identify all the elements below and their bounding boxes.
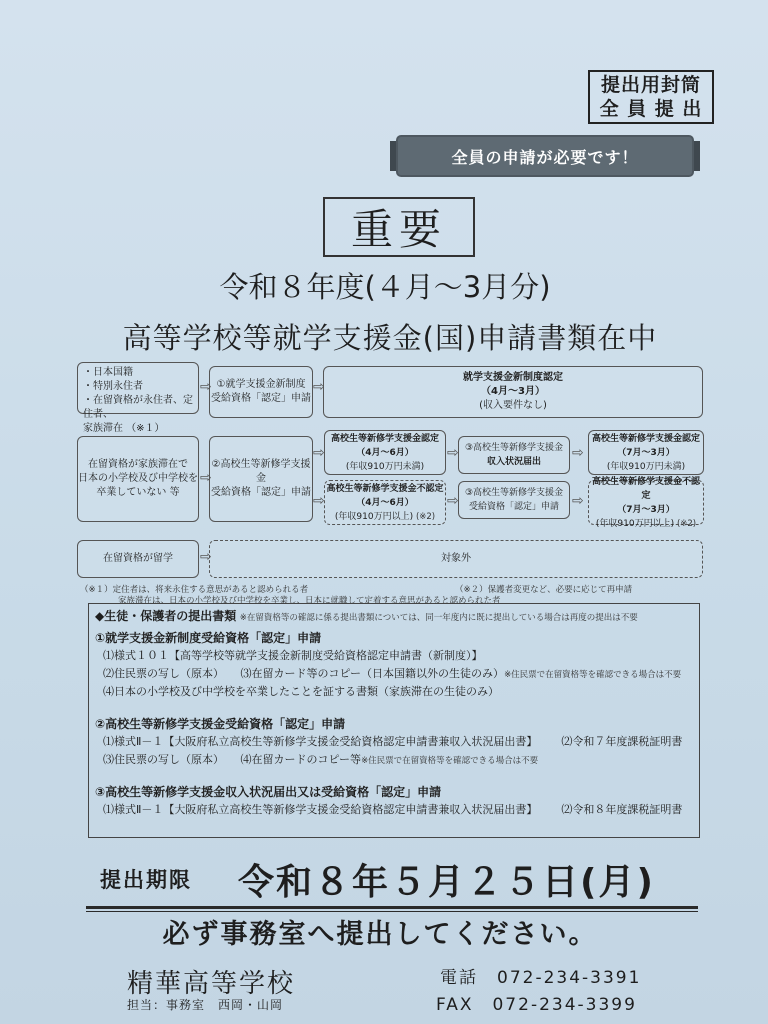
required-documents-box — [88, 603, 700, 838]
eligibility-line: 在留資格が留学 — [103, 553, 173, 564]
docs-header: ◆生徒・保護者の提出書類 — [95, 609, 237, 623]
section1-title: ①就学支援金新制度受給資格「認定」申請 — [95, 631, 322, 645]
result-b-certified — [588, 430, 704, 475]
result-new-system-certified — [323, 366, 703, 418]
arrow-right-icon: ⇨ — [447, 493, 459, 509]
result-line: （4月～6月） — [356, 497, 414, 508]
section3-item-text: ⑴様式Ⅱ－１【大阪府私立高校生等新修学支援金受給資格認定申請書兼収入状況届出書】 — [103, 803, 538, 816]
income-condition: (年収910万円以上) — [595, 518, 675, 529]
result-b-not-certified — [588, 476, 704, 529]
step-line: 受給資格「認定」申請 — [211, 393, 311, 404]
eligibility-line: ・在留資格が永住者、定住者、 — [83, 395, 193, 420]
arrow-right-icon: ⇨ — [313, 445, 325, 461]
arrow-right-icon: ⇨ — [447, 445, 459, 461]
step3-support-application — [458, 481, 570, 519]
step-line: ③高校生等新修学支援金 — [464, 488, 564, 498]
step-line: 収入状況届出 — [486, 457, 541, 467]
result-line — [335, 510, 435, 524]
eligibility-line: ・日本国籍 — [83, 367, 133, 378]
eligibility-line: ・特別永住者 — [83, 381, 143, 392]
section2-title: ②高校生等新修学支援金受給資格「認定」申請 — [95, 717, 346, 731]
arrow-right-icon: ⇨ — [572, 493, 584, 509]
eligibility-line: 卒業していない 等 — [96, 487, 180, 498]
result-line — [596, 517, 696, 531]
document-title: 高等学校等就学支援金(国)申請書類在中 — [122, 321, 658, 355]
deadline-label: 提出期限 — [100, 868, 192, 892]
phone-number: 電話 072-234-3391 — [440, 968, 642, 988]
step3-income-report — [458, 436, 570, 474]
important-heading: 重要 — [323, 197, 475, 257]
result-line: （7月～3月） — [617, 447, 675, 458]
footnote-1b: 家族滞在は、日本の小学校及び中学校を卒業し、日本に就職して定着する意思があると認められた者 — [118, 596, 501, 606]
result-line: (収入要件なし) — [479, 400, 547, 411]
step2-support-application — [209, 436, 313, 522]
banner-text: 全員の申請が必要です！ — [451, 147, 639, 167]
eligibility-line: 家族滞在 （※１） — [83, 423, 165, 434]
step-line: 受給資格「認定」申請 — [211, 487, 311, 498]
step-line: ①就学支援金新制度 — [216, 379, 306, 390]
submission-envelope-stamp — [588, 70, 714, 124]
school-name: 精華高等学校 — [127, 969, 296, 999]
step-line: 受給資格「認定」申請 — [468, 502, 559, 512]
section2-item — [103, 734, 682, 750]
eligibility-line: 日本の小学校及び中学校を — [78, 473, 198, 484]
result-line: 就学支援金新制度認定 — [463, 372, 563, 383]
result-a-certified — [324, 430, 446, 475]
section1-item — [103, 666, 681, 683]
step1-new-system-application — [209, 366, 313, 418]
result-line: 高校生等新修学支援金認定 — [591, 433, 700, 444]
income-condition: (年収910万円以上) — [334, 511, 414, 522]
footnote-ref: (※2) — [676, 518, 697, 529]
section1-item-text: ⑵住民票の写し（原本） ⑶在留カード等のコピー（日本国籍以外の生徒のみ） — [103, 667, 505, 680]
footnote-ref: (※2) — [415, 511, 436, 522]
result-line: 高校生等新修学支援金不認定 — [326, 483, 444, 494]
eligibility-box-family-stay — [77, 436, 199, 522]
footnote-2: （※２）保護者変更など、必要に応じて再申請 — [455, 585, 633, 595]
step-line: ②高校生等新修学支援金 — [211, 459, 311, 484]
result-not-applicable — [209, 540, 703, 578]
arrow-right-icon: ⇨ — [572, 445, 584, 461]
section3-title: ③高校生等新修学支援金収入状況届出又は受給資格「認定」申請 — [95, 785, 442, 799]
stamp-line-2: 全 員 提 出 — [599, 98, 703, 120]
docs-header-note: ※在留資格等の確認に係る提出書類については、同一年度内に既に提出している場合は再度の提出は不要 — [239, 613, 638, 623]
section2-item-text: ⑶住民票の写し（原本） ⑷在留カードのコピー等 — [103, 753, 362, 766]
result-line: （7月～3月） — [617, 504, 675, 515]
section2-item — [103, 752, 538, 769]
result-line: 対象外 — [441, 553, 471, 564]
section1-item-note: ※住民票で在留資格等を確認できる場合は不要 — [504, 670, 682, 680]
section3-item-text: ⑵令和８年度課税証明書 — [561, 803, 683, 816]
fax-number: FAX 072-234-3399 — [436, 995, 637, 1015]
result-line: (年収910万円未満) — [345, 461, 425, 472]
arrow-right-icon: ⇨ — [200, 379, 212, 395]
footnote-1a: （※１）定住者は、将来永住する意思があると認められる者 — [80, 585, 309, 595]
result-line: （4月～6月） — [356, 447, 414, 458]
stamp-line-1: 提出用封筒 — [600, 74, 701, 96]
divider — [86, 906, 698, 909]
section2-item-text: ⑵令和７年度課税証明書 — [561, 735, 683, 748]
fiscal-year-line: 令和８年度(４月～3月分) — [219, 270, 551, 304]
arrow-right-icon: ⇨ — [200, 549, 212, 565]
result-line: 高校生等新修学支援金認定 — [330, 433, 439, 444]
section3-item — [103, 802, 682, 818]
eligibility-box-student-visa — [77, 540, 199, 578]
docs-header-row — [95, 608, 638, 626]
arrow-right-icon: ⇨ — [200, 470, 212, 486]
section1-item: ⑷日本の小学校及び中学校を卒業したことを証する書類（家族滞在の生徒のみ） — [103, 685, 499, 698]
section1-item: ⑴様式１０１【高等学校等就学支援金新制度受給資格認定申請書（新制度）】 — [103, 649, 483, 662]
result-line: 高校生等新修学支援金不認定 — [591, 476, 700, 501]
deadline-date: 令和８年５月２５日(月) — [238, 862, 655, 903]
result-a-not-certified — [324, 480, 446, 525]
section2-item-text: ⑴様式Ⅱ－１【大阪府私立高校生等新修学支援金受給資格認定申請書兼収入状況届出書】 — [103, 735, 538, 748]
contact-person: 担当：事務室 西岡・山岡 — [127, 998, 284, 1012]
result-line: (年収910万円未満) — [606, 461, 686, 472]
arrow-right-icon: ⇨ — [313, 493, 325, 509]
section2-item-note: ※住民票で在留資格等を確認できる場合は不要 — [361, 756, 539, 766]
arrow-right-icon: ⇨ — [313, 379, 325, 395]
eligibility-box-nationals — [77, 362, 199, 434]
result-line: （4月～3月） — [481, 386, 545, 397]
step-line: ③高校生等新修学支援金 — [464, 443, 564, 453]
all-apply-banner — [398, 137, 692, 175]
submit-instruction: 必ず事務室へ提出してください。 — [162, 919, 598, 950]
eligibility-line: 在留資格が家族滞在で — [88, 459, 188, 470]
